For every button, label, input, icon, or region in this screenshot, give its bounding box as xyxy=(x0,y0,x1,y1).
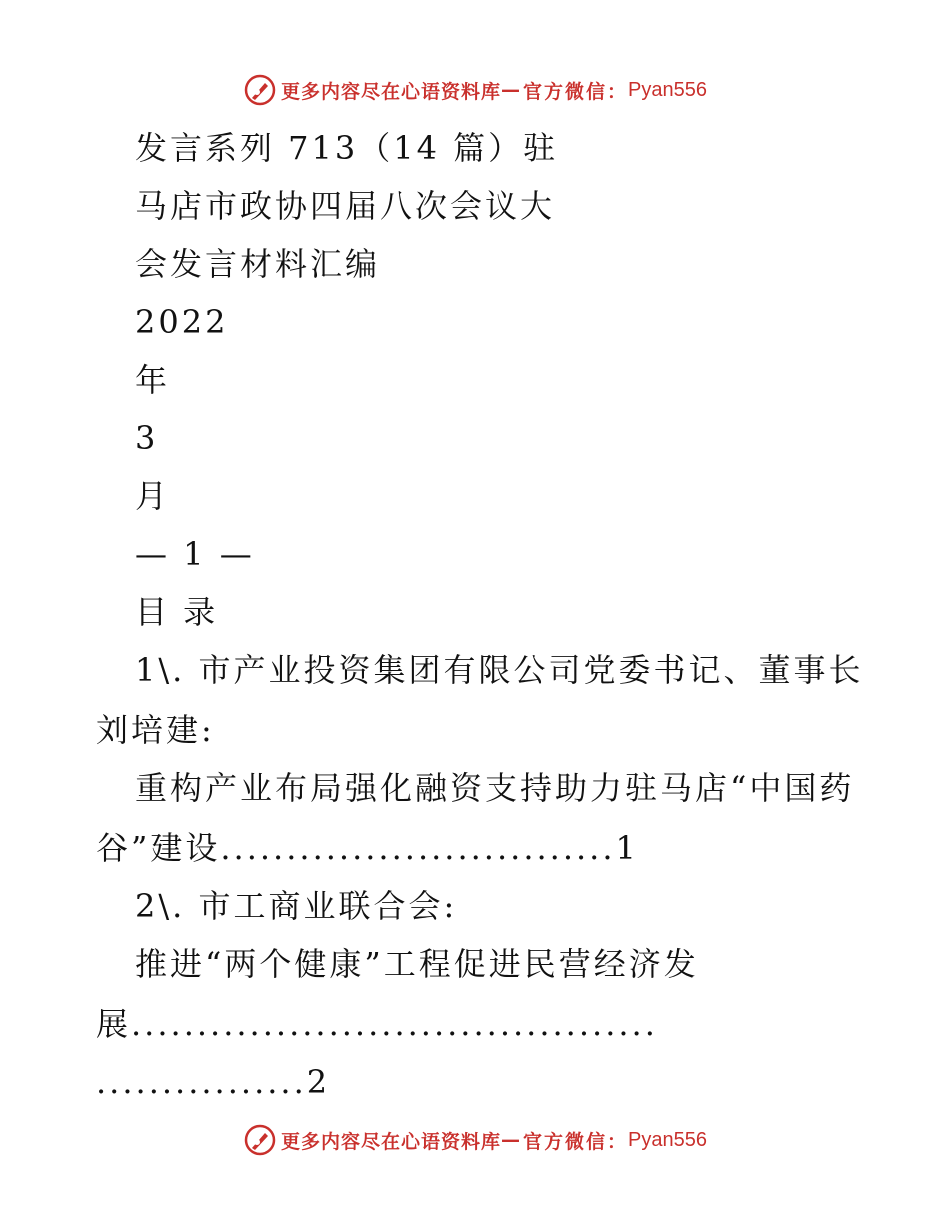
toc-entry-2-number: 2\. 市工商业联合会: xyxy=(135,887,458,925)
watermark-wechat-label: 官方微信： xyxy=(523,80,629,103)
title-line-2: 马店市政协四届八次会议大 xyxy=(135,187,556,225)
toc-entry-2-title[interactable]: 推进“两个健康”工程促进民营经济发 xyxy=(135,945,699,983)
title-line-1: 发言系列 713（14 篇）驻 xyxy=(135,129,559,167)
date-year-unit: 年 xyxy=(135,361,171,399)
toc-entry-1-title[interactable]: 重构产业布局强化融资支持助力驻马店“中国药 xyxy=(135,769,855,807)
watermark-wechat-id: Pyan556 xyxy=(628,78,707,101)
toc-entry-2-leader[interactable]: 展........................................ xyxy=(96,1005,658,1043)
watermark-footer xyxy=(0,1120,950,1160)
watermark-wechat-id: Pyan556 xyxy=(628,1128,707,1151)
watermark-dash: — xyxy=(501,79,522,101)
pen-circle-logo-icon xyxy=(243,73,277,107)
toc-entry-1-leader[interactable]: 谷”建设..............................1 xyxy=(96,829,639,867)
pen-circle-logo-icon xyxy=(243,1123,277,1157)
page-number: — 1 — xyxy=(135,535,255,573)
date-year: 2022 xyxy=(135,303,229,341)
watermark-site-text: 更多内容尽在心语资料库 xyxy=(281,1130,502,1153)
date-month-unit: 月 xyxy=(135,477,171,515)
toc-entry-1-number: 1\. 市产业投资集团有限公司党委书记、董事长 xyxy=(135,651,864,689)
toc-heading: 目 录 xyxy=(135,593,219,631)
watermark-dash: — xyxy=(501,1129,522,1151)
toc-entry-1-author: 刘培建: xyxy=(96,711,215,749)
watermark-header xyxy=(0,70,950,110)
toc-entry-2-leader-cont[interactable]: ................2 xyxy=(96,1063,331,1101)
watermark-wechat-label: 官方微信： xyxy=(523,1130,629,1153)
date-month: 3 xyxy=(135,419,159,457)
watermark-site-text: 更多内容尽在心语资料库 xyxy=(281,80,502,103)
title-line-3: 会发言材料汇编 xyxy=(135,245,381,283)
